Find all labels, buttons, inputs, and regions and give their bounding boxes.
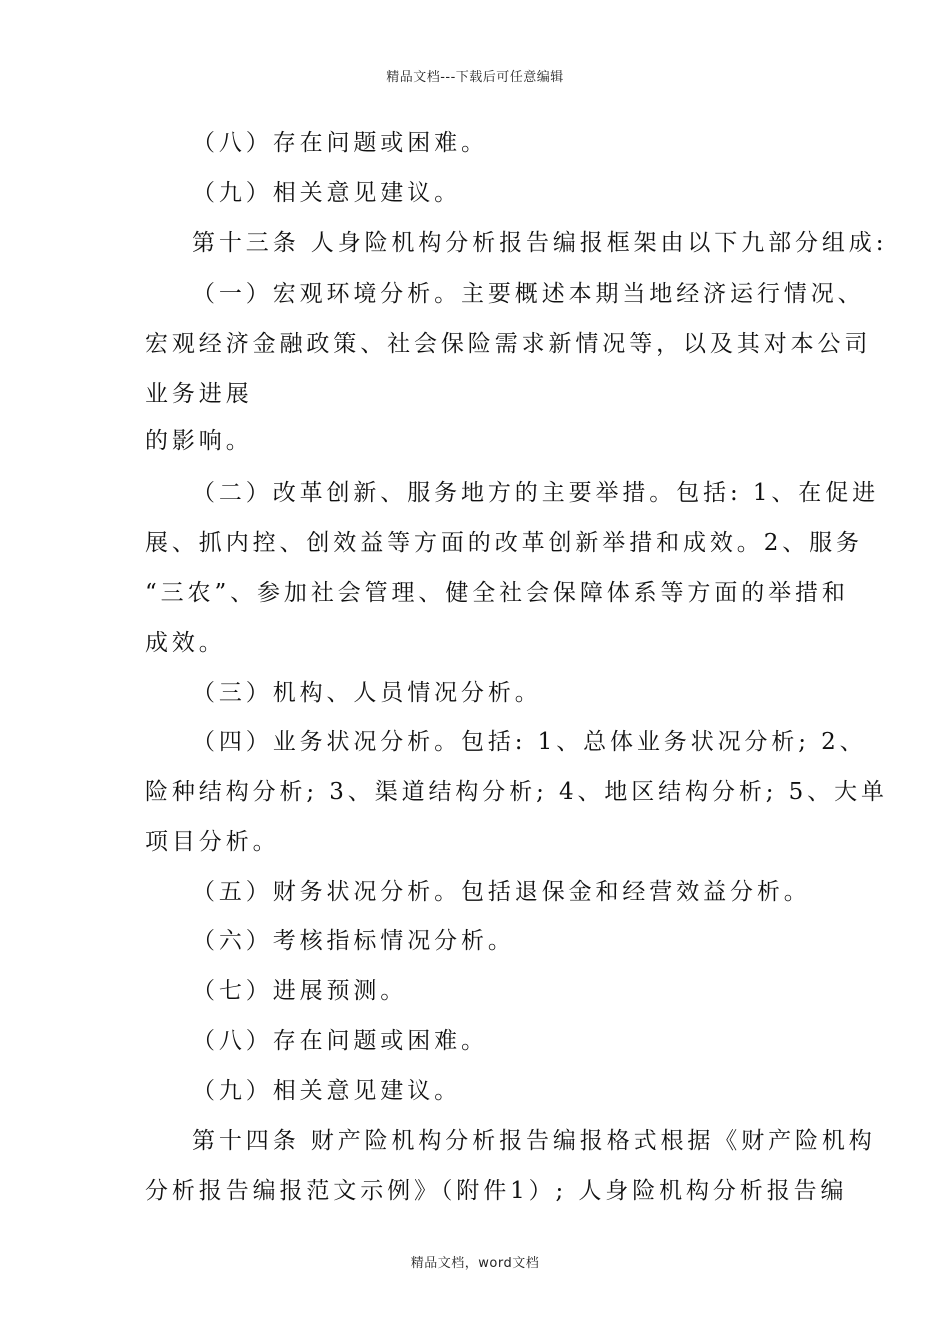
paragraph-line: （七）进展预测。: [192, 978, 408, 1004]
paragraph-line: （三）机构、人员情况分析。: [192, 680, 542, 706]
paragraph-line: 分析报告编报范文示例》（附件1）; 人身险机构分析报告编: [145, 1178, 848, 1204]
paragraph-line: 成效。: [145, 630, 226, 656]
article-14-heading: 第十四条 财产险机构分析报告编报格式根据《财产险机构: [192, 1128, 876, 1154]
paragraph-line: （二）改革创新、服务地方的主要举措。包括: 1、在促进: [192, 480, 879, 506]
paragraph-line: 展、抓内控、创效益等方面的改革创新举措和成效。2、服务: [145, 530, 863, 556]
paragraph-line: 的影响。: [145, 428, 253, 454]
paragraph-line: （一）宏观环境分析。主要概述本期当地经济运行情况、: [192, 281, 865, 307]
paragraph-line: （六）考核指标情况分析。: [192, 928, 515, 954]
paragraph-line: （八）存在问题或困难。: [192, 1028, 488, 1054]
paragraph-line: （九）相关意见建议。: [192, 180, 461, 206]
paragraph-line: （四）业务状况分析。包括: 1、总体业务状况分析; 2、: [192, 729, 867, 755]
paragraph-line: 项目分析。: [145, 829, 280, 855]
paragraph-line: （九）相关意见建议。: [192, 1078, 461, 1104]
paragraph-line: 险种结构分析; 3、渠道结构分析; 4、地区结构分析; 5、大单: [145, 779, 888, 805]
paragraph-line: “三农”、参加社会管理、健全社会保障体系等方面的举措和: [145, 580, 849, 606]
article-13-heading: 第十三条 人身险机构分析报告编报框架由以下九部分组成:: [192, 230, 888, 256]
paragraph-line: （八）存在问题或困难。: [192, 130, 488, 156]
page-footer: 精品文档，word文档: [410, 1256, 540, 1271]
paragraph-line: （五）财务状况分析。包括退保金和经营效益分析。: [192, 879, 811, 905]
paragraph-line: 宏观经济金融政策、社会保险需求新情况等，以及其对本公司: [145, 331, 872, 357]
page-header: 精品文档---下载后可任意编辑: [386, 70, 564, 85]
paragraph-line: 业务进展: [145, 381, 253, 407]
